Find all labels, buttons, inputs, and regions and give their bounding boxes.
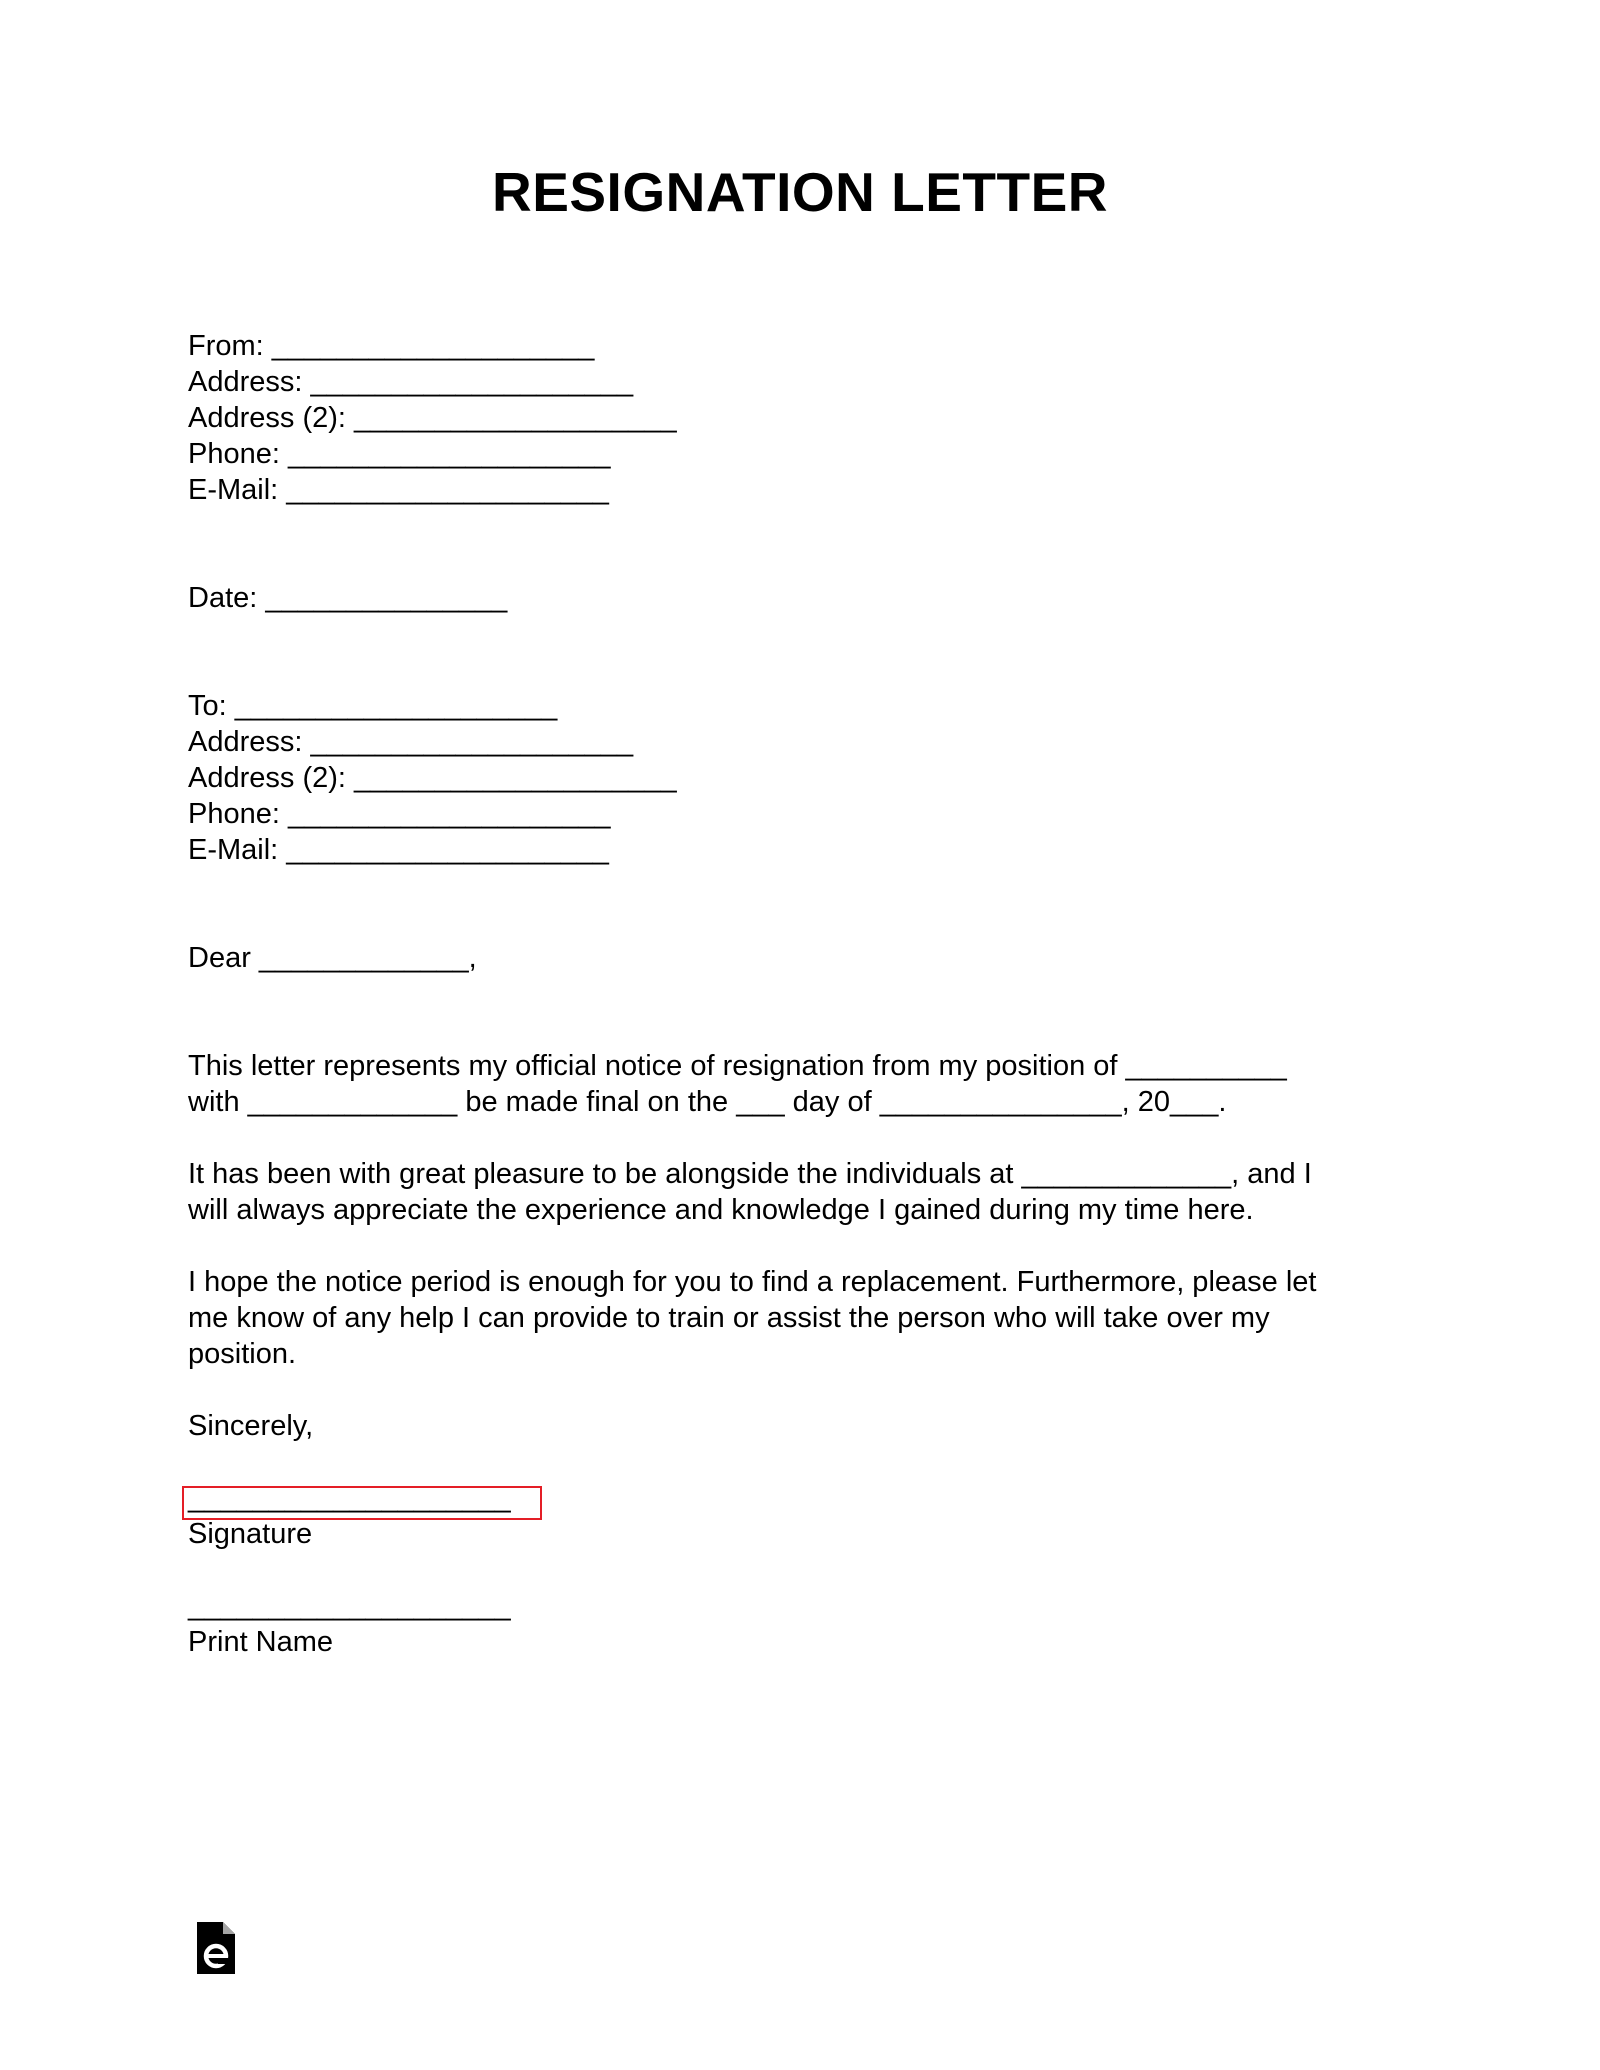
paragraph-3-line-1: I hope the notice period is enough for you to find a replacement. Furthermore, please let bbox=[188, 1266, 1317, 1298]
document-e-logo-icon bbox=[197, 1922, 235, 1974]
signature-highlight-box bbox=[182, 1486, 542, 1520]
paragraph-3-line-3: position. bbox=[188, 1338, 297, 1370]
print-name-line[interactable]: ____________________ bbox=[188, 1590, 511, 1622]
to-address2-field: Address (2): ____________________ bbox=[188, 762, 677, 794]
to-address-field: Address: ____________________ bbox=[188, 726, 634, 758]
paragraph-3-line-2: me know of any help I can provide to train or assist the person who will take over my bbox=[188, 1302, 1270, 1334]
signature-line[interactable]: ____________________ bbox=[188, 1482, 511, 1514]
paragraph-2-line-2: will always appreciate the experience and knowledge I gained during my time here. bbox=[188, 1194, 1254, 1226]
print-name-label: Print Name bbox=[188, 1626, 334, 1658]
to-email-field: E-Mail: ____________________ bbox=[188, 834, 609, 866]
signature-label: Signature bbox=[188, 1518, 313, 1550]
paragraph-2-line-1: It has been with great pleasure to be alongside the individuals at _____________, and I bbox=[188, 1158, 1312, 1190]
date-field: Date: _______________ bbox=[188, 582, 508, 614]
from-address2-field: Address (2): ____________________ bbox=[188, 402, 677, 434]
to-field: To: ____________________ bbox=[188, 690, 558, 722]
from-email-field: E-Mail: ____________________ bbox=[188, 474, 609, 506]
from-phone-field: Phone: ____________________ bbox=[188, 438, 611, 470]
closing: Sincerely, bbox=[188, 1410, 314, 1442]
from-field: From: ____________________ bbox=[188, 330, 595, 362]
to-phone-field: Phone: ____________________ bbox=[188, 798, 611, 830]
paragraph-1-line-2: with _____________ be made final on the ___ day of _______________, 20___. bbox=[188, 1086, 1227, 1118]
salutation: Dear _____________, bbox=[188, 942, 477, 974]
document-title: RESIGNATION LETTER bbox=[491, 161, 1109, 223]
paragraph-1-line-1: This letter represents my official notice of resignation from my position of __________ bbox=[188, 1050, 1287, 1082]
from-address-field: Address: ____________________ bbox=[188, 366, 634, 398]
